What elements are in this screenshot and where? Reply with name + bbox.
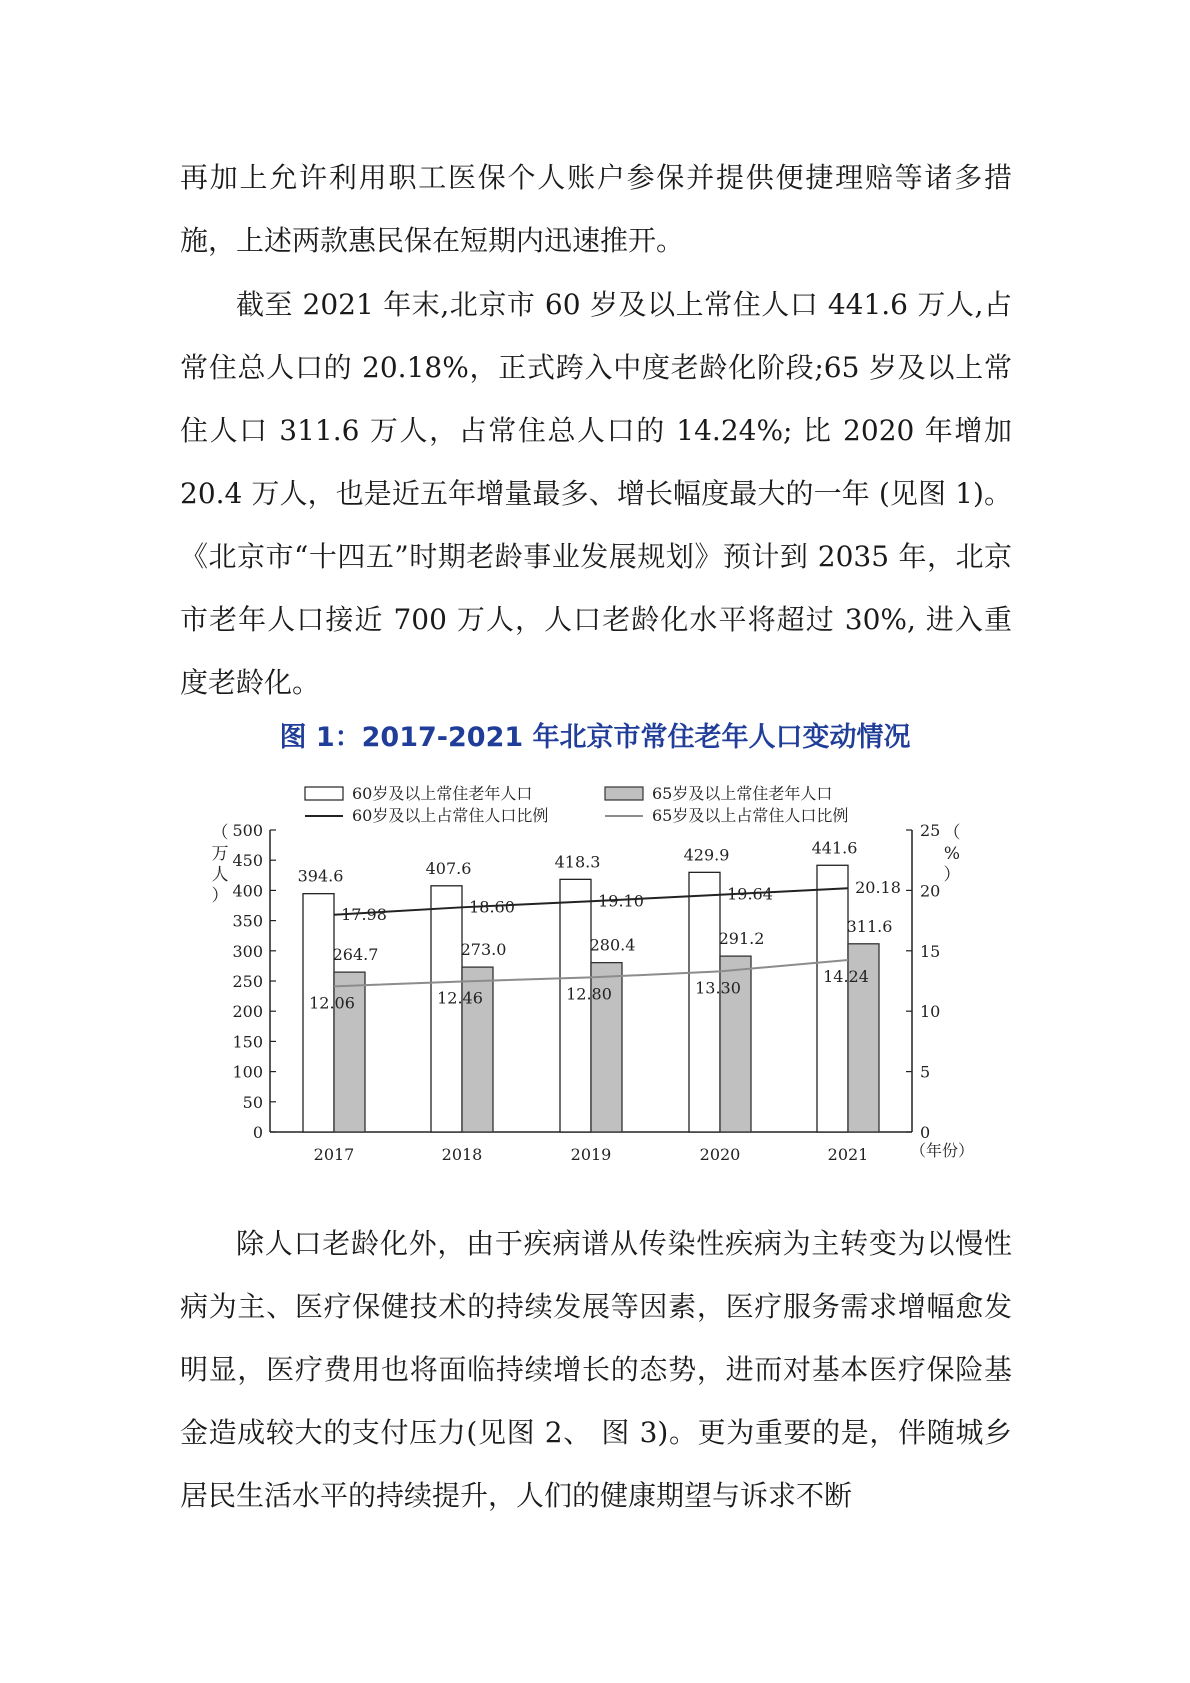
left-tick-label: 500 (232, 821, 263, 840)
left-tick-label: 350 (232, 911, 263, 931)
population-chart (0, 770, 1190, 1170)
bar-60-plus (817, 865, 848, 1132)
line-65-value-label: 12.80 (566, 984, 612, 1004)
x-axis-label: （年份） (909, 1141, 975, 1160)
right-tick-label: 20 (920, 881, 941, 901)
bar-65-value-label: 291.2 (718, 929, 765, 949)
legend-swatch-bar-65 (605, 787, 643, 800)
bar-60-plus (431, 886, 462, 1132)
legend-label: 60岁及以上常住老年人口 (352, 784, 533, 803)
bar-65-value-label: 273.0 (460, 940, 507, 960)
bar-60-plus (560, 879, 591, 1132)
bar-60-plus (303, 894, 334, 1132)
x-tick-label: 2017 (313, 1145, 355, 1164)
line-60-value-label: 19.64 (727, 884, 773, 904)
right-tick-label: 0 (920, 1123, 931, 1142)
right-tick-label: 5 (920, 1062, 931, 1082)
x-tick-label: 2021 (827, 1145, 869, 1164)
line-60-value-label: 18.60 (469, 897, 515, 917)
body-paragraph: 再加上允许利用职工医保个人账户参保并提供便捷理赔等诸多措施，上述两款惠民保在短期内迅速推开。 (180, 161, 1012, 257)
left-axis-label: 人 (211, 865, 229, 885)
left-tick-label: 0 (252, 1123, 263, 1142)
left-tick-label: 50 (242, 1092, 263, 1112)
bar-65-value-label: 280.4 (589, 935, 636, 955)
left-tick-label: 150 (232, 1032, 263, 1052)
left-axis-label: （ (211, 823, 229, 843)
line-65-value-label: 13.30 (695, 978, 741, 998)
left-tick-label: 450 (232, 851, 263, 871)
body-paragraph: 除人口老龄化外，由于疾病谱从传染性疾病为主转变为以慢性病为主、医疗保健技术的持续发展等因素，医疗服务需求增幅愈发明显，医疗费用也将面临持续增长的态势，进而对基本医疗保险基金造成较大的支付压力(见图 2、 图 3)。更为重要的是，伴随城乡居民生活水平的持续提升，人们的健康期望与诉求不断 (180, 1227, 1012, 1512)
right-axis-label: % (943, 844, 961, 864)
bar-60-value-label: 418.3 (554, 852, 601, 872)
bar-60-value-label: 394.6 (297, 866, 344, 886)
left-axis-label: 万 (211, 844, 229, 864)
right-axis-label: ） (943, 865, 961, 885)
line-65-value-label: 12.06 (309, 993, 355, 1013)
legend-swatch-bar-60 (305, 787, 343, 800)
bar-60-plus (689, 872, 720, 1132)
bar-60-value-label: 429.9 (683, 845, 730, 865)
bar-60-value-label: 407.6 (425, 858, 472, 878)
line-65-value-label: 12.46 (437, 988, 483, 1008)
left-tick-label: 200 (232, 1002, 263, 1022)
x-tick-label: 2019 (570, 1145, 612, 1164)
line-60-value-label: 17.98 (341, 904, 387, 924)
right-tick-label: 25 (920, 821, 941, 840)
body-paragraph: 截至 2021 年末,北京市 60 岁及以上常住人口 441.6 万人,占常住总人口的 20.18%，正式跨入中度老龄化阶段;65 岁及以上常住人口 311.6 万人，占常住总人口的 14.24%; 比 2020 年增加 20.4 万人，也是近五年增量最多、增长幅度最大的一年 (见图 1)。《北京市“十四五”时期老龄事业发展规划》预计到 2035 年，北京市老年人口接近 700 万人，人口老龄化水平将超过 30%, 进入重度老龄化。 (180, 288, 1012, 699)
bar-60-value-label: 441.6 (811, 838, 858, 858)
left-tick-label: 250 (232, 972, 263, 991)
right-tick-label: 15 (920, 941, 941, 961)
x-tick-label: 2020 (699, 1145, 741, 1164)
left-tick-label: 400 (232, 881, 263, 901)
bar-65-value-label: 311.6 (846, 916, 893, 936)
figure-title: 图 1：2017-2021 年北京市常住老年人口变动情况 (279, 722, 911, 753)
left-tick-label: 100 (232, 1062, 263, 1082)
right-axis-label: （ (943, 823, 961, 843)
legend-label: 60岁及以上占常住人口比例 (352, 806, 549, 825)
line-60-value-label: 20.18 (855, 878, 901, 898)
right-tick-label: 10 (920, 1002, 941, 1022)
left-axis-label: ） (211, 886, 229, 906)
bar-65-value-label: 264.7 (332, 945, 379, 965)
line-60-value-label: 19.10 (598, 891, 644, 911)
x-tick-label: 2018 (441, 1145, 483, 1164)
legend-label: 65岁及以上常住老年人口 (652, 784, 833, 803)
left-tick-label: 300 (232, 941, 263, 961)
line-65-value-label: 14.24 (823, 966, 869, 986)
legend-label: 65岁及以上占常住人口比例 (652, 806, 849, 825)
